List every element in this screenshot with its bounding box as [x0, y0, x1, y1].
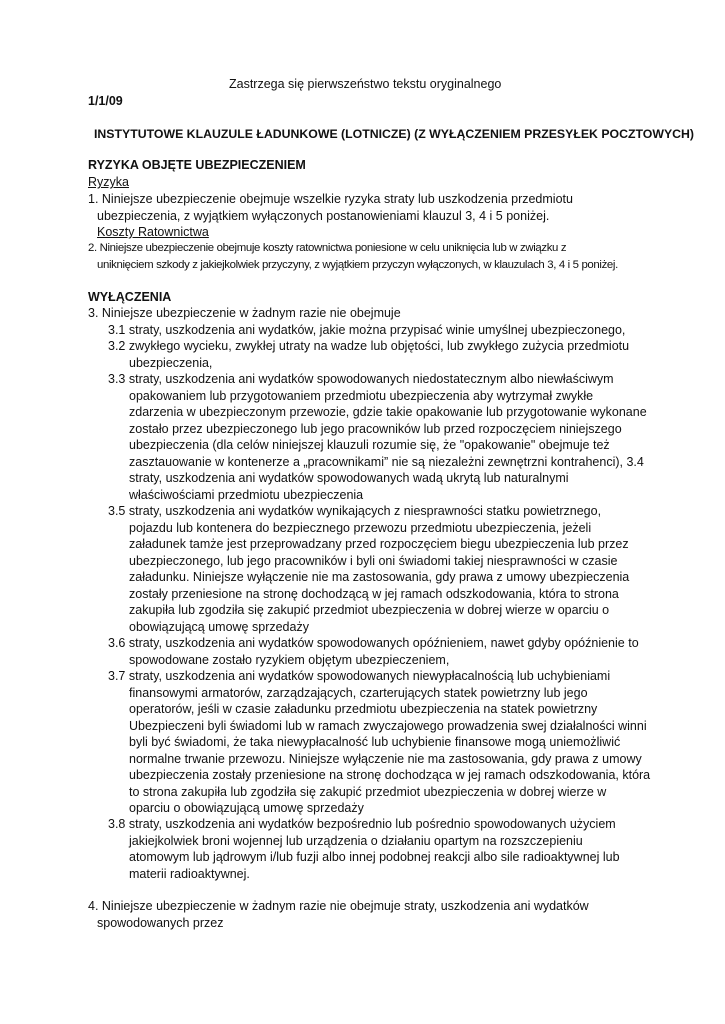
- clause-3-2-line: ubezpieczenia,: [129, 356, 213, 370]
- clause-3-3-line: zasztauowanie w kontenerze a „pracownikami” nie są niezależni zewnętrzni kontrahenci), 3.4: [129, 455, 644, 469]
- clause-3-5-line: załadunku. Niniejsze wyłączenie nie ma zastosowania, gdy prawa z umowy ubezpieczenia: [129, 570, 630, 584]
- clause-3-3-line: straty, uszkodzenia ani wydatków spowodowanych wadą ukrytą lub naturalnymi: [129, 471, 569, 485]
- risks-heading: RYZYKA OBJĘTE UBEZPIECZENIEM: [88, 158, 306, 172]
- clause-3-6-line: 3.6 straty, uszkodzenia ani wydatków spowodowanych opóźnieniem, nawet gdyby opóźnienie to: [108, 636, 639, 650]
- clause-3-3-line: opakowaniem lub przygotowaniem przedmiotu ubezpieczenia aby wytrzymał zwykłe: [129, 389, 594, 403]
- doc-title: INSTYTUTOWE KLAUZULE ŁADUNKOWE (LOTNICZE) (Z WYŁĄCZENIEM PRZESYŁEK POCZTOWYCH): [94, 127, 695, 141]
- clause-3-5-line: pojazdu lub kontenera do bezpiecznego przewozu przedmiotu ubezpieczenia, jeżeli: [129, 521, 592, 535]
- clause-3-7-line: finansowymi armatorów, zarządzających, czarterujących statek powietrzny lub jego: [129, 686, 588, 700]
- clause-3-5-line: ubezpieczonego, lub jego pracowników i byli oni świadomi takiej niesprawności w czasie: [129, 554, 618, 568]
- clause-3-5-line: obowiązującą umowę sprzedaży: [129, 620, 309, 634]
- clause-3-intro: 3. Niniejsze ubezpieczenie w żadnym razie nie obejmuje: [88, 306, 401, 320]
- salvage-costs-subheading: Koszty Ratownictwa: [97, 225, 209, 239]
- exclusions-heading: WYŁĄCZENIA: [88, 290, 172, 304]
- header-note: Zastrzega się pierwszeństwo tekstu oryginalnego: [229, 77, 502, 91]
- clause-3-7-line: 3.7 straty, uszkodzenia ani wydatków spowodowanych niewypłacalnością lub uchybieniami: [108, 669, 611, 683]
- clause-3-3-line: 3.3 straty, uszkodzenia ani wydatków spowodowanych niedostatecznym albo niewłaściwym: [108, 372, 614, 386]
- clause-2-line: 2. Niniejsze ubezpieczenie obejmuje koszty ratownictwa poniesione w celu uniknięcia lub w związku z: [88, 242, 567, 254]
- clause-1-line: ubezpieczenia, z wyjątkiem wyłączonych postanowieniami klauzul 3, 4 i 5 poniżej.: [97, 209, 550, 223]
- clause-3-8-line: atomowym lub jądrowym i/lub fuzji albo innej podobnej reakcji albo sile radioaktywnej lub: [129, 850, 620, 864]
- clause-4-line: 4. Niniejsze ubezpieczenie w żadnym razie nie obejmuje straty, uszkodzenia ani wydatków: [88, 899, 589, 913]
- clause-3-2-line: 3.2 zwykłego wycieku, zwykłej utraty na wadze lub objętości, lub zwykłego zużycia przedmiotu: [108, 339, 630, 353]
- clause-3-8-line: jakiejkolwiek broni wojennej lub urządzenia o działaniu opartym na rozszczepieniu: [129, 834, 583, 848]
- clause-1-line: 1. Niniejsze ubezpieczenie obejmuje wszelkie ryzyka straty lub uszkodzenia przedmiotu: [88, 192, 573, 206]
- clause-3-7-line: byli być świadomi, że taka niewypłacalność lub uchybienie finansowe mogą uniemożliwić: [129, 735, 621, 749]
- clause-3-5-line: zakupiła lub zgodziła się zakupić przedmiot ubezpieczenia w dobrej wierze w oparciu o: [129, 603, 610, 617]
- clause-3-3-line: właściwościami przedmiotu ubezpieczenia: [129, 488, 364, 502]
- clause-2-line: uniknięciem szkody z jakiejkolwiek przyczyny, z wyjątkiem przyczyn wyłączonych, w klauzulach 3, 4 i 5 poniżej.: [97, 259, 618, 271]
- clause-3-7-line: Ubezpieczeni byli świadomi lub w ramach zwyczajowego prowadzenia swej działalności winni: [129, 719, 647, 733]
- clause-3-5-line: załadunek tamże jest przeprowadzany przed rozpoczęciem biegu ubezpieczenia lub przez: [129, 537, 629, 551]
- clause-3-7-line: operatorów, jeśli w czasie załadunku przedmiotu ubezpieczenia na statek powietrzny: [129, 702, 598, 716]
- clause-3-5-line: 3.5 straty, uszkodzenia ani wydatków wynikających z niesprawności statku powietrznego,: [108, 504, 602, 518]
- clause-4-line: spowodowanych przez: [97, 916, 224, 930]
- clause-3-7-line: oparciu o obowiązującą umowę sprzedaży: [129, 801, 364, 815]
- clause-3-7-line: ubezpieczenia zostały przeniesione na stronę dochodząca w jej ramach odszkodowania, która: [129, 768, 651, 782]
- clause-3-8-line: materii radioaktywnej.: [129, 867, 250, 881]
- risks-subheading: Ryzyka: [88, 175, 129, 189]
- clause-3-8-line: 3.8 straty, uszkodzenia ani wydatków bezpośrednio lub pośrednio spowodowanych użyciem: [108, 817, 616, 831]
- doc-number: 1/1/09: [88, 94, 123, 108]
- clause-3-7-line: normalne trwanie przewozu. Niniejsze wyłączenie nie ma zastosowania, gdy prawa z umowy: [129, 752, 642, 766]
- clause-3-3-line: zostało przez ubezpieczonego lub jego pracowników lub przed rozpoczęciem niniejszego: [129, 422, 622, 436]
- clause-3-1-line: 3.1 straty, uszkodzenia ani wydatków, jakie można przypisać winie umyślnej ubezpieczonego,: [108, 323, 626, 337]
- clause-3-3-line: ubezpieczenia (dla celów niniejszej klauzuli rozumie się, że "opakowanie" obejmuje też: [129, 438, 610, 452]
- clause-3-5-line: zostały przeniesione na stronę dochodzącą w jej ramach odszkodowania, która to strona: [129, 587, 619, 601]
- clause-3-6-line: spowodowane zostało ryzykiem objętym ubezpieczeniem,: [129, 653, 450, 667]
- clause-3-7-line: to strona zakupiła lub zgodziła się zakupić przedmiot ubezpieczenia w dobrej wierze w: [129, 785, 607, 799]
- clause-3-3-line: zdarzenia w ubezpieczonym przewozie, gdzie takie opakowanie lub przygotowanie wykonane: [129, 405, 647, 419]
